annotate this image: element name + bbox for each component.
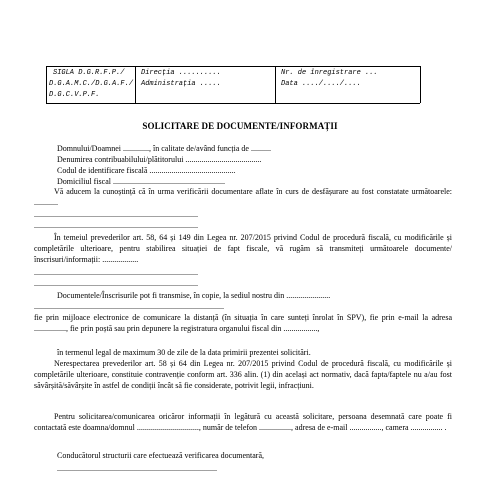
- field-domiciliu: Domiciliul fiscal ........................................................: [57, 177, 225, 186]
- document-title: SOLICITARE DE DOCUMENTE/INFORMAȚII: [142, 121, 338, 131]
- paragraph-transmitere: Documentele/Înscrisurile pot fi transmise, în copie, la sediul nostru din ......................: [57, 291, 331, 300]
- paragraph-nerespectare: Nerespectarea prevederilor art. 58 și 64 din Legea nr. 207/2015 privind Codul de procedură fiscală, cu modificările și completările ulterioare, constituie contravenție conform art. 336 alin. (1) din același act normativ, dacă fapta/faptele nu a/au fost săvârșită/săvârșite în astfel de condiții încât să fie considerate, potrivit legii, infracțiuni.: [34, 359, 452, 390]
- header-data: Data ..../..../....: [281, 80, 361, 88]
- field-domnului: Domnului/Doamnei ............., în calitate de/având funcția de ..........: [57, 144, 271, 153]
- header-divider: [135, 66, 136, 103]
- header-administratia: Administrația .....: [141, 80, 221, 88]
- header-dgcvpf: D.G.C.V.P.F.: [49, 91, 100, 99]
- field-contribuabil: Denumirea contribuabilului/plătitorului ......................................: [57, 155, 262, 164]
- header-divider: [46, 66, 47, 103]
- header-dgamc: D.G.A.M.C./D.G.A.F./: [49, 80, 134, 88]
- header-divider: [275, 66, 276, 103]
- paragraph-conducator: Conducătorul structurii care efectuează verificarea documentară,: [57, 451, 264, 460]
- header-divider: [420, 66, 421, 103]
- dotted-line: ...............................................................................................: [34, 302, 224, 311]
- header-directia: Direcția ..........: [141, 69, 221, 77]
- dotted-line: ..................................................................................: [34, 268, 198, 277]
- dotted-line: ..................................................................................: [34, 221, 198, 230]
- header-bottom-border: [46, 103, 420, 104]
- dotted-line: ..................................................................................: [34, 279, 198, 288]
- paragraph-temei: În temeiul prevederilor art. 58, 64 și 149 din Legea nr. 207/2015 privind Codul de procedură fiscală, cu modificările și completările ulterioare, pentru stabilirea situației de fapt fiscale, vă rugăm să transmiteți următoarele documente/înscrisuri/informații: ..................: [34, 233, 452, 264]
- paragraph-termen: în termenul legal de maximum 30 de zile de la data primirii prezentei solicitări.: [57, 348, 311, 357]
- header-top-border: [46, 66, 420, 67]
- header-sigla: SIGLA D.G.R.F.P./: [53, 69, 125, 77]
- field-cod-fiscal: Codul de identificare fiscală ...........................................: [57, 166, 236, 175]
- header-nr-inregistrare: Nr. de înregistrare ...: [281, 69, 378, 77]
- dotted-line: ..................................................................................: [34, 210, 198, 219]
- paragraph-constatari: Vă aducem la cunoștință că în urma verificării documentare aflate în curs de desfășurare au fost constatate următoarele: ............: [34, 187, 452, 207]
- dotted-line: ................................................................................: [57, 464, 217, 473]
- paragraph-contact: Pentru solicitarea/comunicarea oricăror informații în legătură cu această solicitare, persoana desemnată care poate fi contactată este doamna/domnul ..............................., număr de telefon ................, adresa de e-mail ................, camera ................ .: [34, 412, 452, 432]
- paragraph-mijloace: fie prin mijloace electronice de comunicare la distanță (în situația în care sunteți înrolat în SPV), fie prin e-mail la adresa ................, fie prin poștă sau prin depunere la registratura organului fiscal din .................,: [34, 313, 452, 333]
